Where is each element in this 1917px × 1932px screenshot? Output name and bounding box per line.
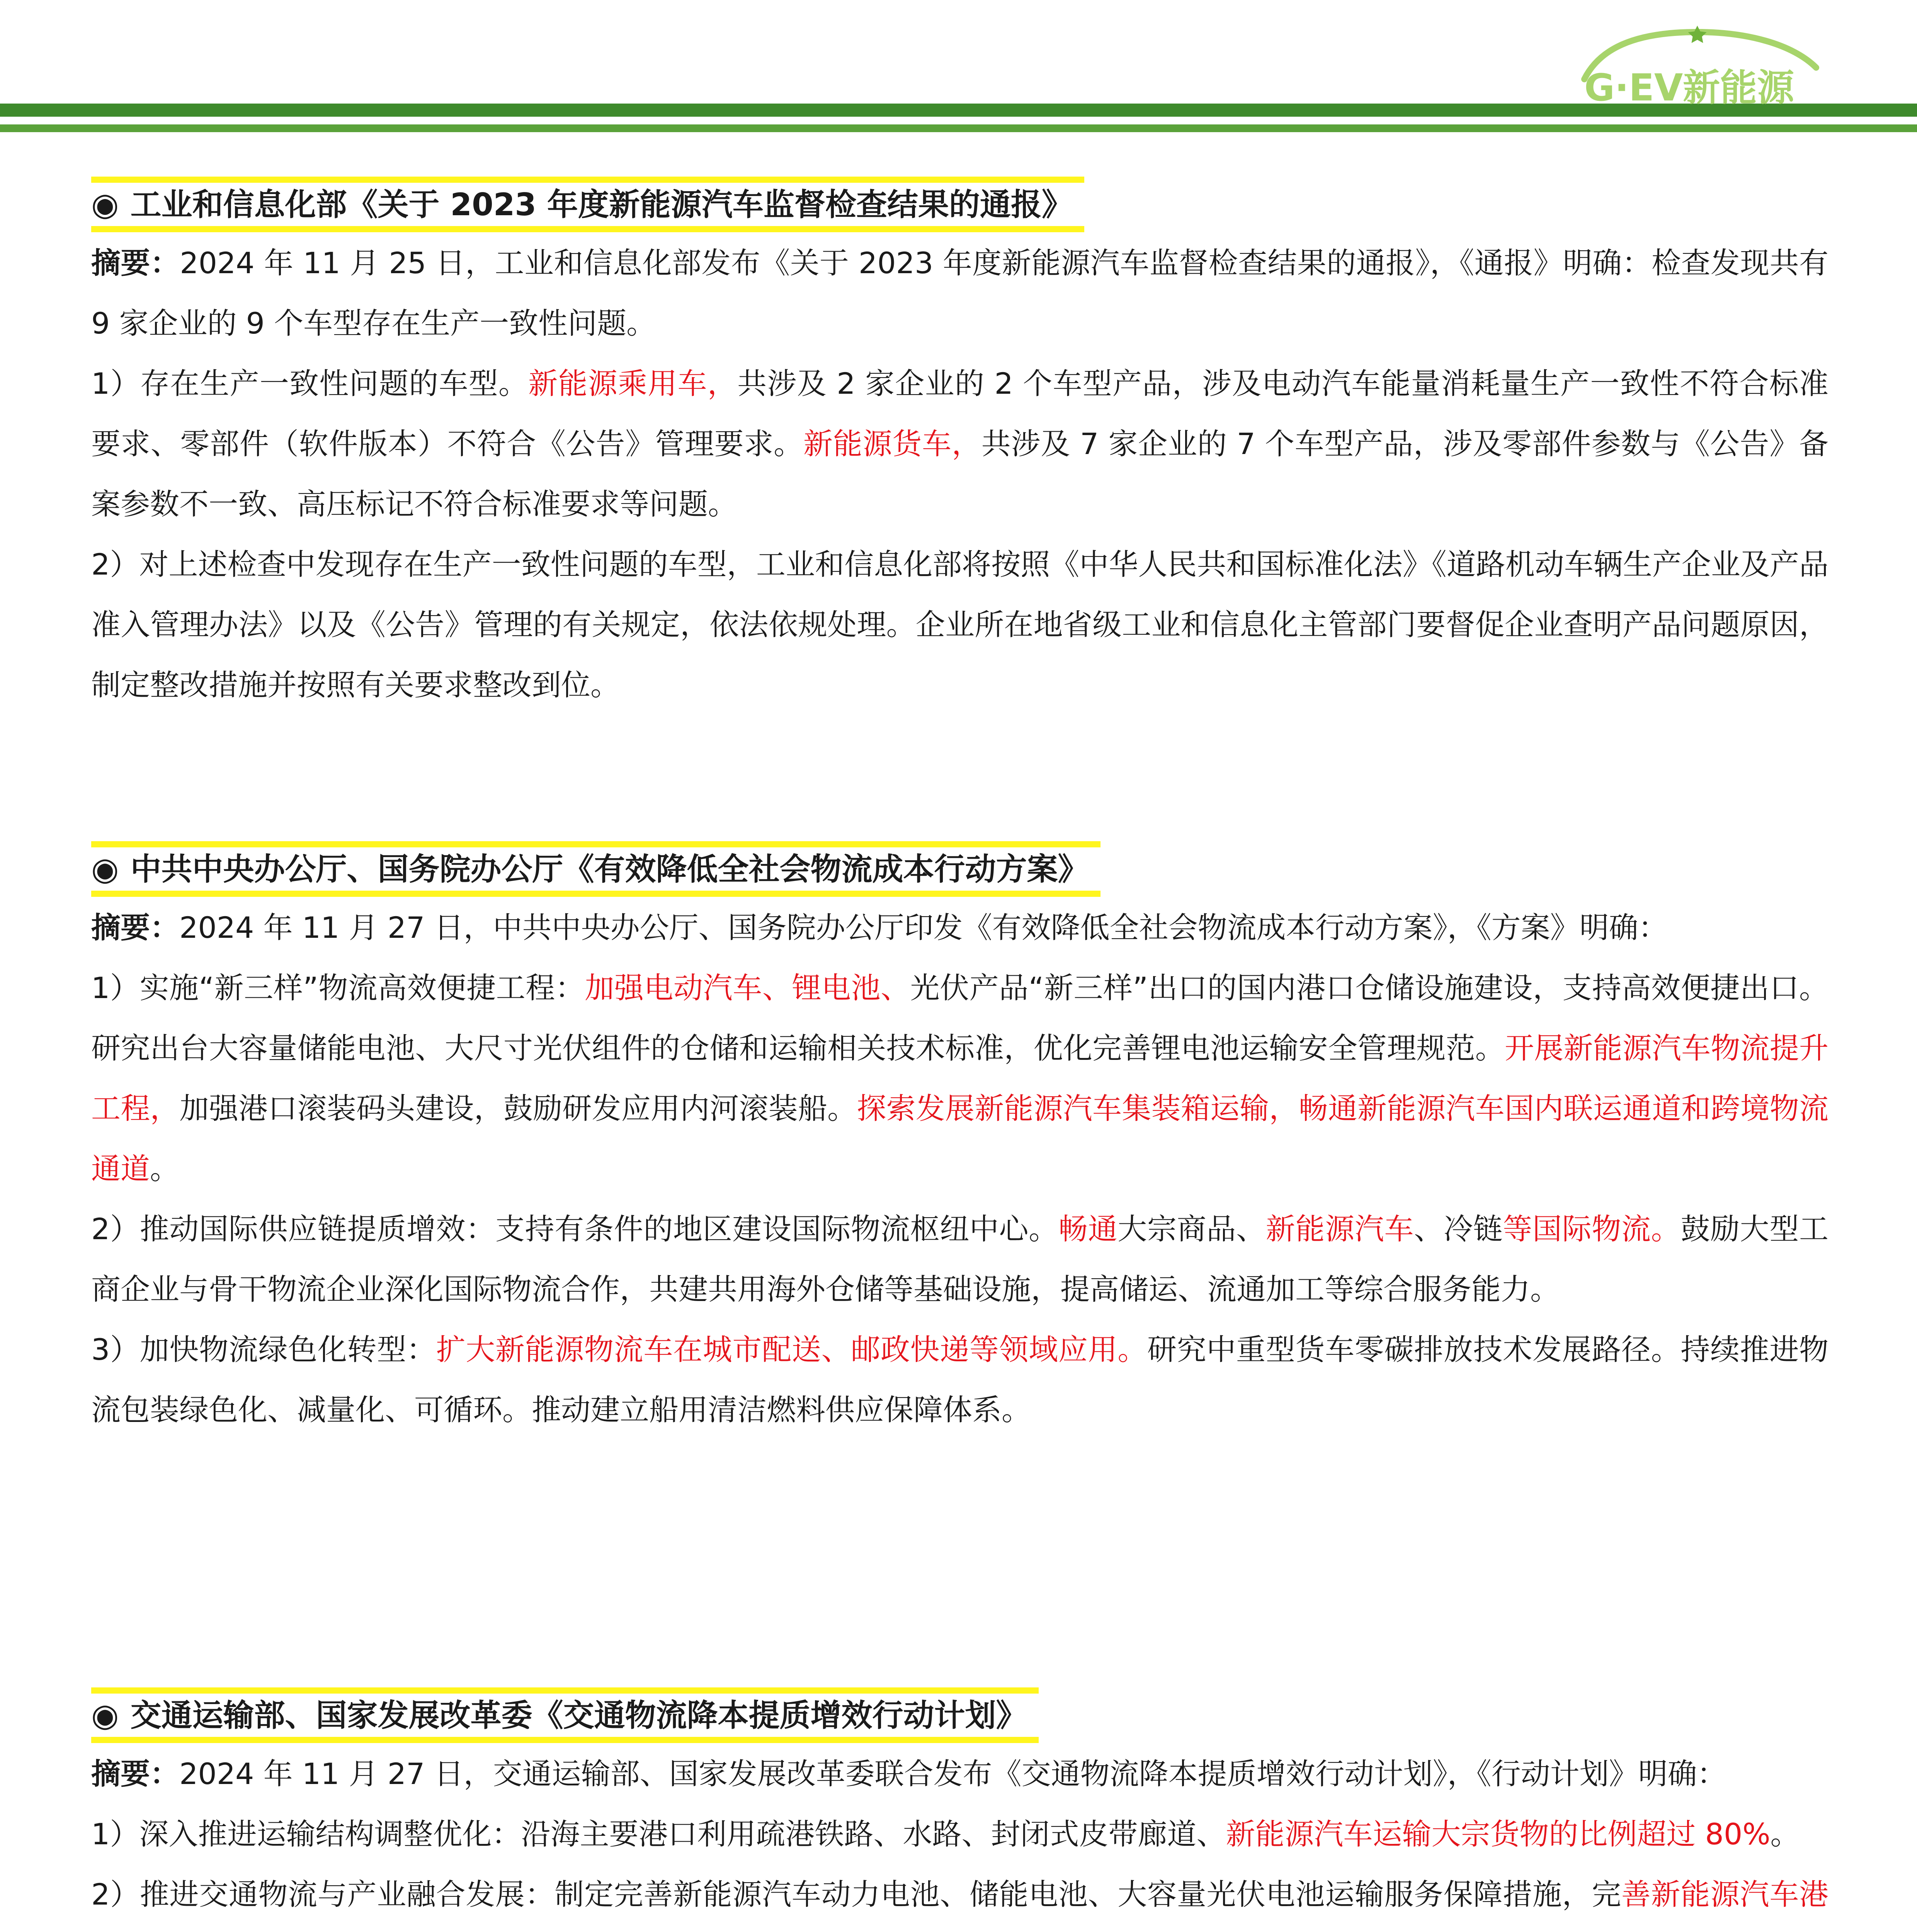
text-run: 。 <box>150 1151 179 1186</box>
section-transport-logistics-plan <box>91 1694 1829 1932</box>
point-paragraph <box>91 1864 1829 1932</box>
highlight-run: 善新能源汽车港 <box>1621 1877 1829 1912</box>
section-title: 中共中央办公厅、国务院办公厅《有效降低全社会物流成本行动方案》 <box>130 851 1089 887</box>
highlight-run: 开展新能源汽车物流提升工程， <box>91 1031 1829 1126</box>
summary-text: 2024 年 11 月 25 日，工业和信息化部发布《关于 2023 年度新能源汽车监督检查结果的通报》，《通报》明确：检查发现共有 9 家企业的 9 个车型存在生产一致性问题。 <box>91 246 1829 340</box>
text-run: 1）存在生产一致性问题的车型。 <box>91 366 529 401</box>
bullet-icon: ◉ <box>91 186 119 223</box>
summary-paragraph <box>91 1744 1829 1804</box>
section-title: 工业和信息化部《关于 2023 年度新能源汽车监督检查结果的通报》 <box>130 187 1073 223</box>
highlight-run: 新能源乘用车， <box>528 366 738 401</box>
heading-highlight-bottom <box>91 226 1084 232</box>
heading-highlight-top <box>91 1687 1039 1694</box>
text-run: 共涉及 7 家企业的 7 个车型产品，涉及零部件参数与《公告》备案参数不一致、高压标记不符合标准要求等问题。 <box>91 427 1829 521</box>
section-heading <box>91 848 1101 891</box>
text-run: 加强港口滚装码头建设，鼓励研发应用内河滚装船。 <box>179 1091 857 1126</box>
text-run: 共涉及 2 家企业的 2 个车型产品，涉及电动汽车能量消耗量生产一致性不符合标准要求、零部件（软件版本）不符合《公告》管理要求。 <box>91 366 1829 461</box>
highlight-run: 新能源汽车运输大宗货物的比例超过 80% <box>1226 1817 1771 1851</box>
heading-highlight-top <box>91 841 1101 847</box>
section-logistics-cost-plan <box>91 848 1829 1440</box>
text-run: 研究中重型货车零碳排放技术发展路径。持续推进物流包装绿色化、减量化、可循环。推动建立船用清洁燃料供应保障体系。 <box>91 1332 1829 1427</box>
text-run: 1）深入推进运输结构调整优化：沿海主要港口利用疏港铁路、水路、封闭式皮带廊道、 <box>91 1817 1226 1851</box>
bullet-icon: ◉ <box>91 1697 119 1734</box>
point-paragraph <box>91 1804 1829 1864</box>
bullet-icon: ◉ <box>91 851 119 888</box>
highlight-run: 等国际物流。 <box>1503 1212 1681 1246</box>
text-run: 。 <box>1770 1817 1800 1851</box>
text-run: 、冷链 <box>1414 1212 1503 1246</box>
point-paragraph <box>91 354 1829 534</box>
heading-highlight-bottom <box>91 1737 1039 1743</box>
summary-label: 摘要： <box>91 246 180 280</box>
highlight-run: 探索发展新能源汽车集装箱运输，畅通新能源汽车国内联运通道和跨境物流通道 <box>91 1091 1829 1186</box>
highlight-run: 扩大新能源物流车在城市配送、邮政快递等领域应用。 <box>436 1332 1147 1367</box>
text-run: 3）加快物流绿色化转型： <box>91 1332 436 1367</box>
summary-label: 摘要： <box>91 1757 179 1791</box>
page-header <box>0 0 1917 151</box>
summary-text: 2024 年 11 月 27 日，中共中央办公厅、国务院办公厅印发《有效降低全社会物流成本行动方案》，《方案》明确： <box>179 910 1668 945</box>
point-paragraph <box>91 958 1829 1199</box>
point-paragraph <box>91 1320 1829 1440</box>
header-stripe-light <box>0 124 1917 132</box>
section-heading <box>91 184 1084 226</box>
point-paragraph <box>91 1199 1829 1320</box>
text-run: 1）实施“新三样”物流高效便捷工程： <box>91 971 585 1005</box>
text-run: 2）推动国际供应链提质增效：支持有条件的地区建设国际物流枢纽中心。 <box>91 1212 1058 1246</box>
text-run: 光伏产品“新三样”出口的国内港口仓储设施建设，支持高效便捷出口。研究出台大容量储能电池、大尺寸光伏组件的仓储和运输相关技术标准，优化完善锂电池运输安全管理规范。 <box>91 971 1829 1065</box>
summary-text: 2024 年 11 月 27 日，交通运输部、国家发展改革委联合发布《交通物流降本提质增效行动计划》，《行动计划》明确： <box>179 1757 1726 1791</box>
highlight-run: 新能源汽车 <box>1266 1212 1414 1246</box>
section-heading <box>91 1694 1039 1737</box>
summary-paragraph <box>91 233 1829 354</box>
text-run: 2）推进交通物流与产业融合发展：制定完善新能源汽车动力电池、储能电池、大容量光伏电池运输服务保障措施，完 <box>91 1877 1621 1912</box>
text-run: 鼓励大型工商企业与骨干物流企业深化国际物流合作，共建共用海外仓储等基础设施，提高储运、流通加工等综合服务能力。 <box>91 1212 1829 1306</box>
heading-highlight-bottom <box>91 891 1101 897</box>
highlight-run: 新能源货车， <box>803 427 981 461</box>
section-title: 交通运输部、国家发展改革委《交通物流降本提质增效行动计划》 <box>130 1697 1027 1733</box>
highlight-run: 畅通 <box>1058 1212 1118 1246</box>
highlight-run: 加强电动汽车、锂电池、 <box>585 971 910 1005</box>
section-miit-notice <box>91 184 1829 715</box>
text-run: 大宗商品、 <box>1118 1212 1266 1246</box>
summary-paragraph <box>91 898 1829 958</box>
point-paragraph: 2）对上述检查中发现存在生产一致性问题的车型，工业和信息化部将按照《中华人民共和国标准化法》《道路机动车辆生产企业及产品准入管理办法》以及《公告》管理的有关规定，依法依规处理。企业所在地省级工业和信息化主管部门要督促企业查明产品问题原因，制定整改措施并按照有关要求整改到位。 <box>91 547 1829 702</box>
logo-text: G·EV新能源 <box>1584 66 1795 109</box>
gev-logo <box>1577 21 1824 110</box>
summary-label: 摘要： <box>91 910 179 945</box>
heading-highlight-top <box>91 177 1084 183</box>
